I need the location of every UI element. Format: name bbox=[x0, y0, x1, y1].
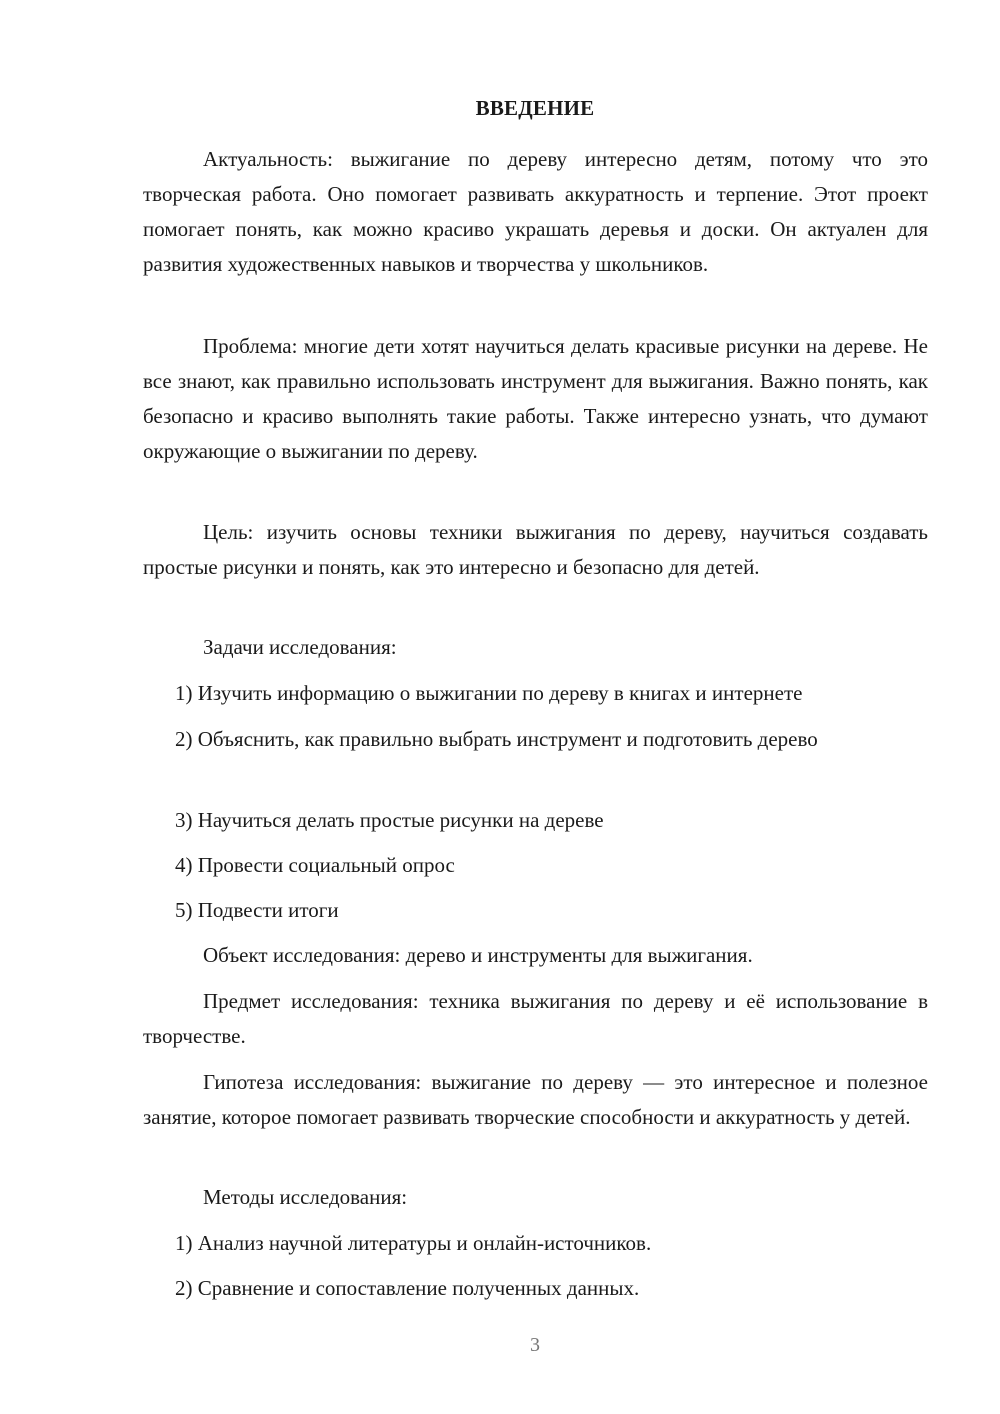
list-item: 2) Объяснить, как правильно выбрать инструмент и подготовить дерево bbox=[175, 727, 818, 751]
paragraph-text: Предмет исследования: техника выжигания по дереву и её использование в творчестве. bbox=[143, 989, 928, 1048]
paragraph-problem bbox=[143, 329, 928, 469]
list-item: 5) Подвести итоги bbox=[175, 898, 339, 922]
list-item: 1) Изучить информацию о выжигании по дереву в книгах и интернете bbox=[175, 681, 803, 705]
methods-heading bbox=[143, 1180, 928, 1215]
paragraph-text: Проблема: многие дети хотят научиться делать красивые рисунки на дереве. Не все знают, как правильно использовать инструмент для выжигания. Важно понять, как безопасно и красиво выполнять такие работы. Также интересно узнать, что думают окружающие о выжигании по дереву. bbox=[143, 334, 928, 463]
list-item: 1) Анализ научной литературы и онлайн-источников. bbox=[175, 1231, 652, 1255]
paragraph-object bbox=[143, 938, 928, 973]
paragraph-text: Гипотеза исследования: выжигание по дереву — это интересное и полезное занятие, которое помогает развивать творческие способности и аккуратность у детей. bbox=[143, 1070, 928, 1129]
paragraph-goal bbox=[143, 515, 928, 585]
task-item bbox=[143, 848, 928, 883]
paragraph-text: Цель: изучить основы техники выжигания по дереву, научиться создавать простые рисунки и понять, как это интересно и безопасно для детей. bbox=[143, 520, 928, 579]
task-item bbox=[143, 803, 928, 838]
paragraph-relevance bbox=[143, 142, 928, 282]
method-item bbox=[143, 1271, 928, 1306]
paragraph-subject bbox=[143, 984, 928, 1054]
page-number: 3 bbox=[530, 1334, 540, 1356]
list-item: 3) Научиться делать простые рисунки на дереве bbox=[175, 808, 604, 832]
method-item bbox=[143, 1226, 928, 1261]
list-item: 2) Сравнение и сопоставление полученных данных. bbox=[175, 1276, 640, 1300]
paragraph-text: Актуальность: выжигание по дереву интересно детям, потому что это творческая работа. Оно помогает развивать аккуратность и терпение. Этот проект помогает понять, как можно красиво украшать деревья и доски. Он актуален для развития художественных навыков и творчества у школьников. bbox=[143, 147, 928, 276]
task-item bbox=[143, 722, 928, 757]
tasks-heading bbox=[143, 630, 928, 665]
paragraph-text: Методы исследования: bbox=[203, 1185, 408, 1209]
page-title: ВВЕДЕНИЕ bbox=[475, 96, 595, 120]
task-item bbox=[143, 893, 928, 928]
paragraph-text: Задачи исследования: bbox=[203, 635, 397, 659]
paragraph-text: Объект исследования: дерево и инструменты для выжигания. bbox=[203, 943, 753, 967]
paragraph-hypothesis bbox=[143, 1065, 928, 1135]
list-item: 4) Провести социальный опрос bbox=[175, 853, 455, 877]
task-item bbox=[143, 676, 928, 711]
